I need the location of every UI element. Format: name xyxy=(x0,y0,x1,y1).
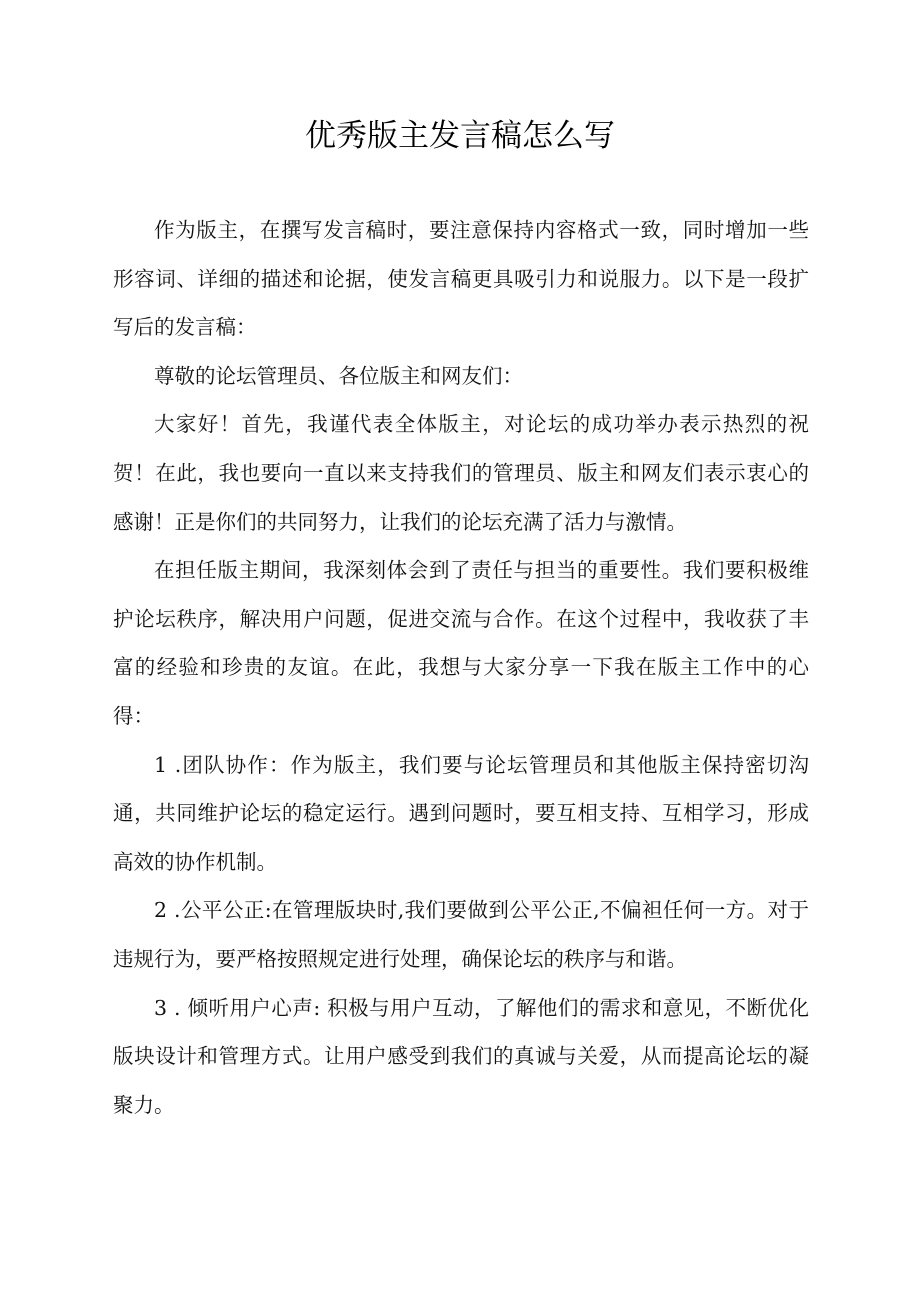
point-fairness-paragraph: 2 .公平公正:在管理版块时,我们要做到公平公正,不偏袒任何一方。对于违规行为，要严格按照规定进行处理，确保论坛的秩序与和谐。 xyxy=(113,898,809,971)
intro-paragraph: 作为版主，在撰写发言稿时，要注意保持内容格式一致，同时增加一些形容词、详细的描述和论据，使发言稿更具吸引力和说服力。以下是一段扩写后的发言稿： xyxy=(113,218,809,340)
document-body xyxy=(113,206,809,1129)
greeting-paragraph: 大家好！首先，我谨代表全体版主，对论坛的成功举办表示热烈的祝贺！在此，我也要向一直以来支持我们的管理员、版主和网友们表示衷心的感谢！正是你们的共同努力，让我们的论坛充满了活力与激情。 xyxy=(113,412,809,534)
experience-paragraph: 在担任版主期间，我深刻体会到了责任与担当的重要性。我们要积极维护论坛秩序，解决用户问题，促进交流与合作。在这个过程中，我收获了丰富的经验和珍贵的友谊。在此，我想与大家分享一下我在版主工作中的心得： xyxy=(113,558,809,728)
point-teamwork-paragraph: 1 .团队协作：作为版主，我们要与论坛管理员和其他版主保持密切沟通，共同维护论坛的稳定运行。遇到问题时，要互相支持、互相学习，形成高效的协作机制。 xyxy=(113,752,809,874)
salutation-paragraph: 尊敬的论坛管理员、各位版主和网友们： xyxy=(154,363,523,388)
document-title: 优秀版主发言稿怎么写 xyxy=(305,118,615,154)
point-listening-paragraph: 3 . 倾听用户心声: 积极与用户互动，了解他们的需求和意见，不断优化版块设计和管理方式。让用户感受到我们的真诚与关爱，从而提高论坛的凝聚力。 xyxy=(113,995,809,1117)
